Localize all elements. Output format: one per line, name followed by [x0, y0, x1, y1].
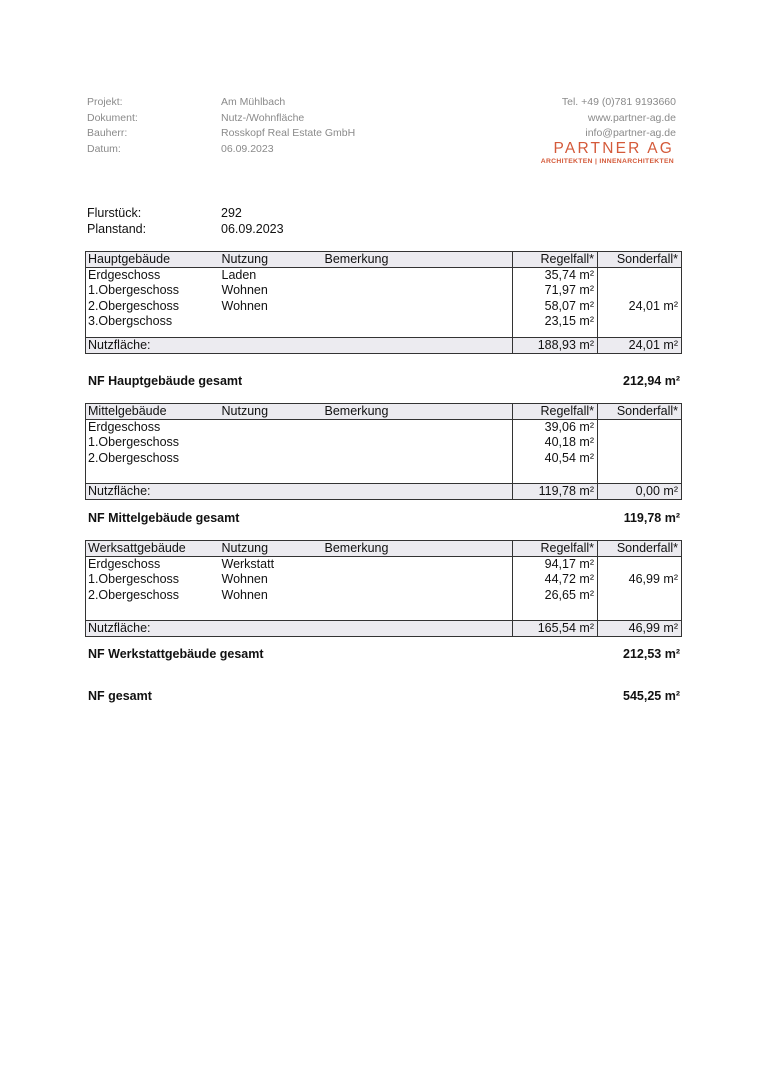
usable-area-regular: 188,93 m² — [513, 337, 598, 353]
spacer-cell — [220, 329, 323, 338]
meta-row-client — [87, 126, 355, 142]
company-tagline: ARCHITEKTEN | INNENARCHITEKTEN — [540, 158, 674, 165]
usable-area-regular: 119,78 m² — [513, 483, 598, 499]
column-header-use: Nutzung — [220, 404, 323, 420]
total-label: NF Mittelgebäude gesamt — [88, 511, 240, 525]
note-cell — [323, 299, 513, 314]
table-footer-row — [86, 483, 682, 499]
spacer-cell — [86, 466, 220, 484]
usable-area-label: Nutzfläche: — [86, 337, 220, 353]
special-area-cell — [598, 268, 682, 284]
table-row — [86, 283, 682, 298]
regular-area-cell: 94,17 m² — [513, 557, 598, 573]
building-name: Hauptgebäude — [86, 252, 220, 268]
special-area-cell — [598, 451, 682, 466]
special-area-cell — [598, 588, 682, 603]
regular-area-cell: 58,07 m² — [513, 299, 598, 314]
usable-area-label: Nutzfläche: — [86, 620, 220, 636]
spacer-cell — [513, 603, 598, 621]
special-area-cell — [598, 557, 682, 573]
meta-value: 06.09.2023 — [221, 142, 274, 155]
floor-cell: 1.Obergeschoss — [86, 572, 220, 587]
column-header-regular: Regelfall* — [513, 541, 598, 557]
table-row — [86, 435, 682, 450]
floor-cell: 2.Obergeschoss — [86, 588, 220, 603]
note-cell — [323, 283, 513, 298]
info-label: Flurstück: — [87, 206, 142, 220]
contact-email: info@partner-ag.de — [585, 127, 676, 139]
spacer-cell — [220, 466, 323, 484]
contact-phone: Tel. +49 (0)781 9193660 — [561, 96, 676, 108]
note-cell — [323, 268, 513, 284]
floor-cell: 2.Obergeschoss — [86, 299, 220, 314]
column-header-special: Sonderfall* — [598, 252, 682, 268]
note-cell — [323, 588, 513, 603]
column-header-use: Nutzung — [220, 541, 323, 557]
special-area-cell: 46,99 m² — [598, 572, 682, 587]
regular-area-cell: 39,06 m² — [513, 420, 598, 436]
spacer-cell — [86, 329, 220, 338]
contact-block — [562, 95, 676, 142]
footer-empty-cell — [323, 620, 513, 636]
use-cell — [220, 314, 323, 329]
note-cell — [323, 435, 513, 450]
regular-area-cell: 40,18 m² — [513, 435, 598, 450]
spacer-cell — [598, 329, 682, 338]
use-cell: Laden — [221, 268, 257, 283]
use-cell: Wohnen — [221, 283, 268, 298]
grand-total-label: NF gesamt — [88, 689, 152, 703]
footer-empty-cell — [323, 483, 513, 499]
table-row — [86, 588, 682, 603]
spacer-cell — [220, 603, 323, 621]
area-table-middle-building — [85, 403, 682, 500]
spacer-cell — [598, 466, 682, 484]
spacer-cell — [513, 329, 598, 338]
usable-area-special: 24,01 m² — [598, 337, 682, 353]
table-row — [86, 314, 682, 329]
floor-cell: 3.Obergschoss — [86, 314, 220, 329]
meta-row-document — [87, 111, 355, 127]
spacer-cell — [86, 603, 220, 621]
regular-area-cell: 26,65 m² — [513, 588, 598, 603]
use-cell: Wohnen — [221, 587, 268, 602]
meta-value: Am Mühlbach — [221, 96, 286, 108]
table-footer-row — [86, 620, 682, 636]
column-header-use: Nutzung — [220, 252, 323, 268]
column-header-special: Sonderfall* — [598, 404, 682, 420]
table-spacer-row — [86, 329, 682, 338]
usable-area-regular: 165,54 m² — [513, 620, 598, 636]
floor-cell: 1.Obergeschoss — [86, 283, 220, 298]
usable-area-special: 46,99 m² — [598, 620, 682, 636]
spacer-cell — [323, 603, 513, 621]
usable-area-special: 0,00 m² — [598, 483, 682, 499]
use-cell: Wohnen — [221, 298, 268, 313]
regular-area-cell: 23,15 m² — [513, 314, 598, 329]
total-value: 119,78 m² — [623, 511, 680, 525]
spacer-cell — [323, 329, 513, 338]
footer-empty-cell — [323, 337, 513, 353]
area-table-workshop-building — [85, 540, 682, 637]
floor-cell: 1.Obergeschoss — [86, 435, 220, 450]
building-name: Werksattgebäude — [86, 541, 220, 557]
floor-cell: 2.Obergeschoss — [86, 451, 220, 466]
note-cell — [323, 557, 513, 573]
column-header-note: Bemerkung — [323, 404, 513, 420]
footer-empty-cell — [220, 483, 323, 499]
regular-area-cell: 71,97 m² — [513, 283, 598, 298]
table-footer-row — [86, 337, 682, 353]
building-name: Mittelgebäude — [86, 404, 220, 420]
meta-label: Dokument: — [87, 111, 138, 124]
info-row-parcel — [87, 206, 284, 222]
table-row — [86, 268, 682, 284]
note-cell — [323, 314, 513, 329]
column-header-note: Bemerkung — [323, 541, 513, 557]
table-row — [86, 299, 682, 314]
info-value: 292 — [221, 206, 242, 220]
special-area-cell — [598, 435, 682, 450]
spacer-cell — [598, 603, 682, 621]
special-area-cell: 24,01 m² — [598, 299, 682, 314]
use-cell: Wohnen — [221, 572, 268, 587]
use-cell: Werkstatt — [221, 557, 275, 572]
meta-label: Datum: — [87, 142, 121, 155]
special-area-cell — [598, 314, 682, 329]
grand-total-value: 545,25 m² — [623, 689, 680, 703]
contact-web: www.partner-ag.de — [587, 111, 676, 124]
floor-cell: Erdgeschoss — [86, 557, 220, 573]
regular-area-cell: 44,72 m² — [513, 572, 598, 587]
meta-value: Rosskopf Real Estate GmbH — [221, 127, 356, 139]
use-cell — [220, 420, 323, 436]
meta-row-project — [87, 95, 355, 111]
table-row — [86, 420, 682, 436]
spacer-cell — [323, 466, 513, 484]
column-header-note: Bemerkung — [323, 252, 513, 268]
meta-label: Projekt: — [87, 96, 123, 108]
parcel-info — [87, 206, 284, 237]
meta-value: Nutz-/Wohnfläche — [221, 111, 305, 124]
info-value: 06.09.2023 — [221, 221, 284, 236]
floor-cell: Erdgeschoss — [86, 420, 220, 436]
note-cell — [323, 420, 513, 436]
special-area-cell — [598, 420, 682, 436]
total-value: 212,53 m² — [623, 647, 680, 661]
table-row — [86, 557, 682, 573]
document-meta — [87, 95, 355, 157]
table-header-row — [86, 252, 682, 268]
table-spacer-row — [86, 466, 682, 484]
company-name: PARTNER AG — [553, 140, 674, 157]
table-header-row — [86, 541, 682, 557]
usable-area-label: Nutzfläche: — [86, 483, 220, 499]
regular-area-cell: 35,74 m² — [513, 268, 598, 284]
table-row — [86, 572, 682, 587]
column-header-regular: Regelfall* — [513, 252, 598, 268]
total-label: NF Hauptgebäude gesamt — [88, 374, 243, 388]
regular-area-cell: 40,54 m² — [513, 451, 598, 466]
meta-label: Bauherr: — [87, 127, 128, 139]
column-header-special: Sonderfall* — [598, 541, 682, 557]
table-row — [86, 451, 682, 466]
note-cell — [323, 572, 513, 587]
total-label: NF Werkstattgebäude gesamt — [88, 647, 264, 661]
floor-cell: Erdgeschoss — [86, 268, 220, 284]
note-cell — [323, 451, 513, 466]
info-label: Planstand: — [87, 221, 147, 236]
table-spacer-row — [86, 603, 682, 621]
spacer-cell — [513, 466, 598, 484]
info-row-plan-date — [87, 222, 284, 238]
use-cell — [220, 451, 323, 466]
area-table-main-building — [85, 251, 682, 354]
table-header-row — [86, 404, 682, 420]
footer-empty-cell — [220, 620, 323, 636]
meta-row-date — [87, 142, 355, 158]
column-header-regular: Regelfall* — [513, 404, 598, 420]
total-value: 212,94 m² — [623, 374, 680, 388]
company-logo — [541, 140, 674, 165]
use-cell — [220, 435, 323, 450]
special-area-cell — [598, 283, 682, 298]
footer-empty-cell — [220, 337, 323, 353]
